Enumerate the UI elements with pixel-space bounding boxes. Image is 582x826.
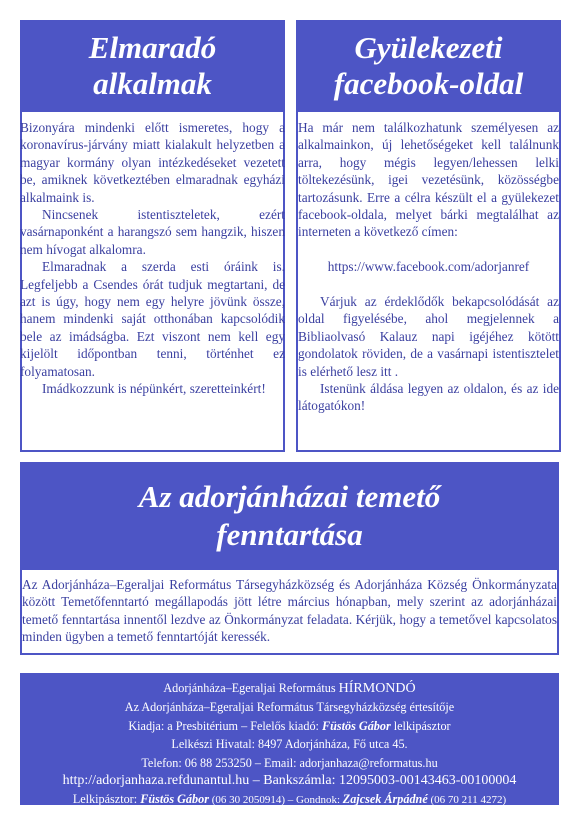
- masthead-footer: [20, 673, 559, 805]
- left-title-line1: Elmaradó: [88, 30, 217, 65]
- left-paragraph: Elmaradnak a szerda esti óráink is. Legfeljebb a Csendes órát tudjuk megtartani, de azt is úgy, hogy nem egy helyre jövünk össze, hanem mindenki saját otthonában kapcsolódik bele az imádságba. Ezt viszont nem kell egy kijelölt időpontban tenni, történhet ez folyamatosan.: [20, 259, 285, 379]
- footer-publisher: Kiadja: a Presbitérium – Felelős kiadó: Füstös Gábor lelkipásztor: [128, 718, 451, 733]
- left-paragraph: Imádkozzunk is népünkért, szeretteinkért!: [42, 381, 266, 397]
- footer-subtitle: Az Adorjánháza–Egeraljai Református Társegyházközség értesítője: [124, 700, 455, 715]
- footer-website-bank[interactable]: http://adorjanhaza.refdunantul.hu – Bankszámla: 12095003-00143463-00100004: [62, 773, 517, 789]
- left-paragraph: Bizonyára mindenki előtt ismeretes, hogy a koronavírus-járvány miatt kialakult helyzetben a magyar kormány olyan intézkedéseket vezetett be, amiknek következtében elmaradnak egyházi alkalmaink is.: [20, 120, 285, 205]
- footer-pastor-warden: Lelkipásztor: Füstös Gábor (06 30 2050914) – Gondnok: Zajcsek Árpádné (06 70 211 4272): [72, 792, 507, 807]
- cemetery-paragraph: Az Adorjánháza–Egeraljai Református Társegyházközség és Adorjánháza Község Önkormányzata között Temetőfenntartó megállapodás jött létre március hónapban, mely szerint az adorjánházai temető fenntartása innentől lezdve az Önkormányzat feladata. Kérjük, hogy a temetővel kapcsolatos minden ügyben a temető fenntartóját keressék.: [22, 577, 557, 645]
- cemetery-title-line1: Az adorjánházai temető: [138, 479, 441, 514]
- right-paragraph: Istenünk áldása legyen az oldalon, és az ide látogatókon!: [298, 381, 559, 414]
- cemetery-body: [22, 576, 557, 646]
- footer-office-address: Lelkészi Hivatal: 8497 Adorjánháza, Fő utca 45.: [171, 737, 408, 752]
- right-paragraph: Ha már nem találkozhatunk személyesen az alkalmainkon, új lehetőségeket kell találnunk arra, hogy mégis legyen/lehessen lelki töltekezésünk, igei vezetésünk, közösségbe tartozásunk. Erre a célra készült el a gyülekezet facebook-oldala, melyet bárki megtalálhat az interneten a következő címen:: [298, 120, 559, 240]
- left-title: [20, 20, 285, 112]
- left-paragraph: Nincsenek istentiszteletek, ezért vasárnaponként a harangszó sem hangzik, hiszen nem hívogat alkalomra.: [20, 207, 285, 257]
- footer-publication-name: Adorjánháza–Egeraljai Református HÍRMONDÓ: [163, 681, 416, 696]
- spacer: [298, 276, 559, 293]
- footer-contact[interactable]: Telefon: 06 88 253250 – Email: adorjanhaza@reformatus.hu: [141, 755, 438, 770]
- cemetery-title: [20, 462, 559, 570]
- right-body: [298, 119, 559, 415]
- left-title-line2: alkalmak: [93, 66, 212, 101]
- left-body: [20, 119, 285, 398]
- right-title-line1: Gyülekezeti: [354, 30, 503, 65]
- cemetery-title-line2: fenntartása: [216, 517, 363, 552]
- spacer: [298, 241, 559, 258]
- facebook-url[interactable]: https://www.facebook.com/adorjanref: [327, 259, 530, 275]
- right-paragraph: Várjuk az érdeklődők bekapcsolódását az oldal figyelésébe, ahol megjelennek a Bibliaolvasó Kalauz napi igéjéhez kötött gondolatok röviden, de a vasárnapi istentisztelet is elérhető lesz itt .: [298, 294, 559, 379]
- right-title-line2: facebook-oldal: [333, 66, 524, 101]
- right-title: [296, 20, 561, 112]
